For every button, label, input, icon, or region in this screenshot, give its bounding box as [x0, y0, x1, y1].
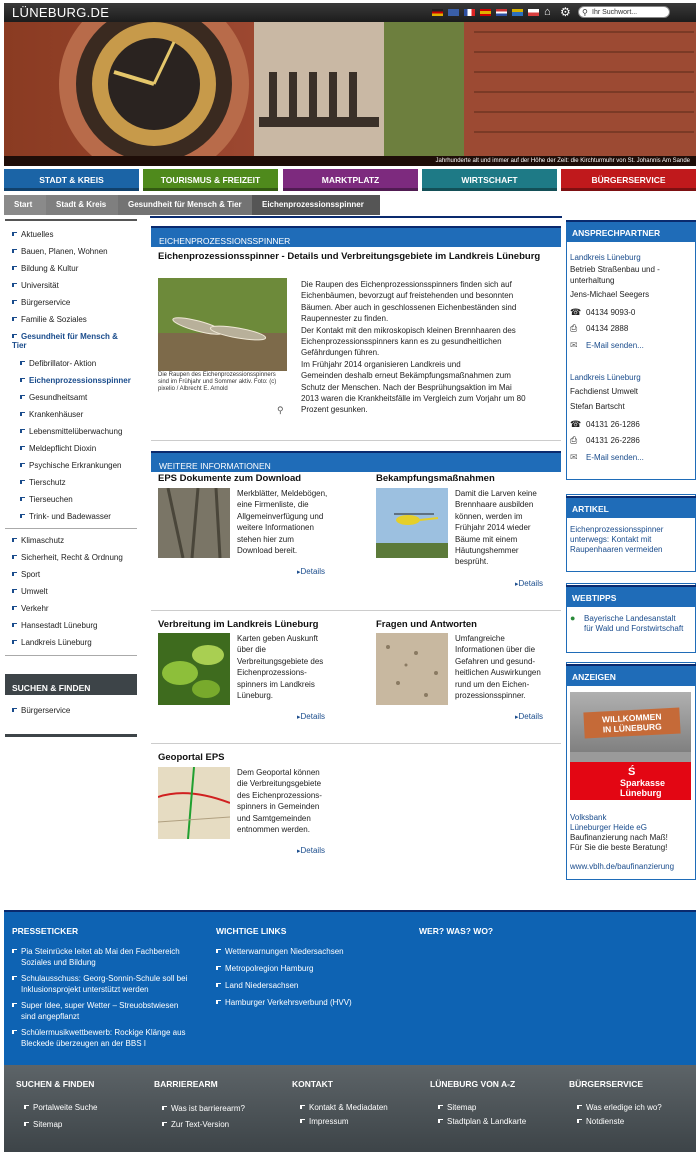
important-link[interactable]: Wetterwarnungen Niedersachsen [216, 947, 344, 958]
card-title-bekaempfung[interactable]: Bekampfungsmaßnahmen [376, 473, 495, 484]
breadcrumb-divider [150, 216, 562, 218]
left-nav-item[interactable]: Sport [12, 570, 40, 579]
intro-line: Der Kontakt mit den mikroskopisch kleinen Brennhaaren des [301, 325, 516, 335]
details-link[interactable]: ▸ Details [297, 712, 325, 721]
card-text-line: Bäume mit einem [455, 534, 518, 544]
content-divider [151, 610, 561, 611]
tab-buergerservice[interactable]: BÜRGERSERVICE [561, 169, 696, 191]
footer-blue [4, 910, 696, 1065]
card-title-fragen[interactable]: Fragen und Antworten [376, 619, 477, 630]
left-nav-subitem[interactable]: Krankenhäuser [20, 410, 83, 419]
card-text-line: heitlichen Auswirkungen [455, 668, 541, 678]
left-nav-subitem[interactable]: Tierschutz [20, 478, 66, 487]
left-nav-subitem[interactable]: Trink- und Badewasser [20, 512, 111, 521]
left-nav-item[interactable]: Landkreis Lüneburg [12, 638, 92, 647]
intro-line: Im Frühjahr 2014 organisieren Landkreis und [301, 359, 461, 369]
banner-caption: Jahrhunderte alt und immer auf der Höhe der Zeit: die Kirchturmuhr von St. Johannis Am Sande [4, 156, 696, 166]
important-link[interactable]: Land Niedersachsen [216, 981, 298, 992]
mail-icon: ✉ [570, 452, 578, 462]
breadcrumb-current: Eichenprozessionsspinner [252, 195, 380, 215]
ticker-line[interactable]: Super Idee, super Wetter – Streuobstwiesen [21, 1001, 179, 1010]
footer-col-title: LÜNEBURG VON A-Z [430, 1079, 516, 1089]
card-text-line: die Verbreitungsgebiete [237, 779, 322, 789]
left-nav-subitem-active[interactable]: Eichenprozessionsspinner [20, 376, 131, 385]
contact2-org[interactable]: Landkreis Lüneburg [570, 373, 641, 382]
card-text-line: Karten geben Auskunft [237, 634, 318, 643]
left-nav-item[interactable]: Bürgerservice [12, 298, 70, 307]
card-text-line: Frühjahr 2014 wieder [455, 523, 531, 533]
footer-gray [4, 1065, 696, 1152]
card-text-line: Allgemeinverfügung und [237, 511, 324, 521]
site-logo[interactable]: LÜNEBURG.DE [12, 5, 110, 20]
ticker-line[interactable]: Soziales und Bildung [21, 957, 96, 967]
contact2-email-link[interactable]: E-Mail senden... [586, 453, 644, 462]
left-search-item[interactable]: Bürgerservice [12, 706, 70, 715]
intro-line: Gemeinden deshalb erneut Bekämpfungsmaßnahmen zum [301, 371, 511, 381]
section-title-weitere: WEITERE INFORMATIONEN [151, 451, 561, 472]
ticker-item[interactable] [12, 1001, 178, 1022]
flag-en-icon[interactable] [448, 9, 459, 16]
map-image[interactable] [158, 767, 230, 839]
flag-es-icon[interactable] [480, 9, 491, 16]
volksbank-url[interactable]: www.vblh.de/baufinanzierung [570, 862, 675, 871]
footer-link[interactable]: Sitemap [24, 1120, 62, 1131]
zoom-icon[interactable]: ⚲ [277, 405, 284, 415]
home-icon[interactable]: ⌂ [544, 6, 551, 18]
intro-line: 2013 waren die Krankheitsfälle im Vergleich zum Vorjahr um 80 [301, 394, 526, 404]
tab-marktplatz[interactable]: MARKTPLATZ [283, 169, 418, 191]
footer-col-title: BÜRGERSERVICE [569, 1079, 643, 1089]
tab-tourismus[interactable]: TOURISMUS & FREIZEIT [143, 169, 278, 191]
article-link-line[interactable]: unterwegs: Kontakt mit [570, 535, 652, 544]
important-link[interactable]: Metropolregion Hamburg [216, 964, 314, 975]
details-link[interactable]: ▸ Details [515, 579, 543, 588]
sparkasse-logo-icon: Ś [628, 766, 636, 778]
mail-icon: ✉ [570, 340, 578, 350]
article-link-line[interactable]: Raupenhaaren vermeiden [570, 545, 663, 554]
ticker-line[interactable]: Schülermusikwettbewerb: Rockige Klänge aus [21, 1028, 186, 1037]
left-nav-subitem[interactable]: Tierseuchen [20, 495, 73, 504]
flag-pl-icon[interactable] [528, 9, 539, 16]
left-nav-subitem[interactable]: Gesundheitsamt [20, 393, 87, 402]
contact1-email-link[interactable]: E-Mail senden... [586, 341, 644, 350]
details-link[interactable]: ▸ Details [515, 712, 543, 721]
card-text [237, 633, 342, 701]
ad-bank-name [620, 778, 665, 798]
intro-line: Raupennester zu finden. [301, 314, 389, 324]
ticker-title: PRESSETICKER [12, 926, 79, 936]
search-find-title: SUCHEN & FINDEN [5, 674, 137, 695]
details-link[interactable]: ▸ Details [297, 846, 325, 855]
flag-nl-icon[interactable] [496, 9, 507, 16]
card-title-verbreitung[interactable]: Verbreitung im Landkreis Lüneburg [158, 619, 319, 630]
globe-icon: ● [570, 613, 576, 623]
ticker-item[interactable] [12, 974, 187, 995]
intro-line: Eichenbäumen, bevorzugt auf freistehenden und besonnten [301, 291, 514, 301]
card-text-line: eine Firmenliste, die [237, 500, 309, 510]
contact2-name: Stefan Bartscht [570, 402, 625, 411]
breadcrumb-stadt-kreis[interactable]: Stadt & Kreis [46, 195, 120, 215]
breadcrumb [4, 195, 696, 215]
oak-leaves-image[interactable] [158, 633, 230, 705]
ticker-item[interactable] [12, 947, 180, 968]
banner-image [4, 22, 696, 156]
article-link-line[interactable]: Eichenprozessionsspinner [570, 525, 664, 534]
left-nav-item[interactable]: Bauen, Planen, Wohnen [12, 247, 108, 256]
left-nav-item[interactable]: Aktuelles [12, 230, 53, 239]
card-text-line: Damit die Larven keine [455, 489, 537, 498]
ticker-item[interactable] [12, 1028, 186, 1049]
ad-mat-text: IN LÜNEBURG [602, 721, 662, 735]
left-nav-item[interactable]: Hansestadt Lüneburg [12, 621, 98, 630]
left-nav-bottom-border [5, 734, 137, 737]
left-nav-item[interactable]: Sicherheit, Recht & Ordnung [12, 553, 123, 562]
card-text-line: Brennhaare ausbilden [455, 500, 534, 510]
left-nav-divider [5, 528, 137, 529]
card-text-line: stehen hier zum [237, 534, 294, 544]
article-title: ARTIKEL [566, 496, 696, 518]
card-text [455, 633, 560, 701]
ticker-line[interactable]: Pia Steinrücke leitet ab Mai den Fachbereich [21, 947, 180, 956]
intro-text [301, 279, 559, 416]
card-title-eps-dokumente[interactable]: EPS Dokumente zum Download [158, 473, 302, 484]
intro-line: Gefährdungen führen. [301, 348, 380, 358]
search-placeholder: Ihr Suchwort... [592, 9, 638, 16]
card-text [237, 488, 342, 556]
links-title: WICHTIGE LINKS [216, 926, 287, 936]
left-nav-item[interactable]: Universität [12, 281, 59, 290]
card-text-line: Merkblätter, Meldebögen, [237, 489, 328, 498]
card-text-line: entnommen werden. [237, 825, 310, 835]
tab-wirtschaft[interactable]: WIRTSCHAFT [422, 169, 557, 191]
intro-line: Eichenprozessionsspinners kann es zu gesundheitlichen [301, 337, 502, 347]
ad-doormat [583, 708, 680, 739]
contact2-fax: 04131 26-2286 [586, 436, 640, 445]
ad-bank-line: Sparkasse [620, 778, 666, 788]
card-text-line: und Samtgemeinden [237, 813, 311, 823]
left-nav-subitem[interactable]: Defibrillator- Aktion [20, 359, 96, 368]
flag-se-icon[interactable] [512, 9, 523, 16]
card-text [237, 767, 342, 835]
ads-title: ANZEIGEN [566, 664, 696, 686]
flag-de-icon[interactable] [432, 9, 443, 16]
volksbank-text: Baufinanzierung nach Maß! [570, 833, 668, 842]
search-icon: ⚲ [582, 8, 588, 17]
card-text-line: spinners in Gemeinden [237, 802, 320, 812]
footer-link[interactable]: Was erledige ich wo? [577, 1103, 662, 1114]
footer-link[interactable]: Portalweite Suche [24, 1103, 97, 1114]
contact1-phone: 04134 9093-0 [586, 308, 636, 317]
left-nav-item[interactable]: Bildung & Kultur [12, 264, 78, 273]
phone-icon: ☎ [570, 419, 582, 429]
footer-link[interactable]: Kontakt & Mediadaten [300, 1103, 388, 1114]
footer-link[interactable]: Impressum [300, 1117, 349, 1128]
phone-icon: ☎ [570, 307, 582, 317]
intro-line: Prozent gesunken. [301, 405, 368, 415]
card-text-line: Dem Geoportal können [237, 768, 320, 777]
card-text-line: können, werden im [455, 511, 523, 521]
article-title: Eichenprozessionsspinner - Details und Verbreitungsgebiete im Landkreis Lüneburg [158, 251, 541, 262]
contact1-dept: unterhaltung [570, 276, 615, 285]
contact-title: ANSPRECHPARTNER [566, 220, 696, 242]
footer-link[interactable]: Notdienste [577, 1117, 624, 1128]
card-text-line: Lüneburg. [237, 691, 274, 701]
footer-link[interactable]: Zur Text-Version [162, 1120, 229, 1131]
ad-bank-line: Lüneburg [620, 788, 662, 798]
sand-image[interactable] [376, 633, 448, 705]
important-link[interactable]: Hamburger Verkehrsverbund (HVV) [216, 998, 352, 1009]
top-bar [4, 3, 696, 22]
contact2-phone: 04131 26-1286 [586, 420, 640, 429]
footer-col-title: SUCHEN & FINDEN [16, 1079, 95, 1089]
content-divider [151, 743, 561, 744]
ticker-line[interactable]: Inklusionsprojekt unterstützt werden [21, 984, 149, 994]
ticker-line[interactable]: Bleckede überzeugen an der BBS I [21, 1038, 146, 1048]
search-input[interactable] [578, 6, 670, 18]
card-text-line: Download bereit. [237, 546, 298, 556]
contact2-dept: Fachdienst Umwelt [570, 387, 639, 396]
card-text-line: über die [237, 645, 266, 655]
left-nav-item[interactable]: Verkehr [12, 604, 49, 613]
volksbank-text: Für Sie die beste Beratung! [570, 843, 668, 852]
fax-icon: ⎙ [570, 323, 578, 333]
header-banner [4, 3, 696, 166]
fax-icon: ⎙ [570, 435, 578, 445]
left-nav-item[interactable]: Familie & Soziales [12, 315, 87, 324]
left-nav-subitem[interactable]: Psychische Erkrankungen [20, 461, 122, 470]
webtips-title: WEBTIPPS [566, 585, 696, 607]
left-nav-item[interactable]: Klimaschutz [12, 536, 64, 545]
card-text-line: weitere Informationen [237, 523, 314, 533]
volksbank-name[interactable]: Lüneburger Heide eG [570, 823, 647, 832]
ticker-line[interactable]: sind angepflanzt [21, 1011, 80, 1021]
bark-image[interactable] [158, 488, 230, 558]
contact1-name: Jens-Michael Seegers [570, 290, 650, 299]
left-nav-subitem[interactable]: Meldepflicht Dioxin [20, 444, 96, 453]
card-text-line: Informationen über die [455, 645, 536, 655]
helicopter-image[interactable] [376, 488, 448, 558]
ad-mat-text: WILLKOMMEN [601, 711, 662, 725]
intro-line: Bäumen. Aber auch in geschlossenen Eichenbeständen sind [301, 302, 517, 312]
caterpillar-image[interactable] [158, 278, 287, 371]
left-nav-divider [5, 655, 137, 656]
card-text-line: rund um den Eichen- [455, 679, 530, 689]
card-text-line: besprüht. [455, 557, 489, 567]
sparkasse-ad[interactable] [570, 692, 691, 800]
card-text-line: Eichenprozessions- [237, 668, 307, 678]
left-nav-active-parent[interactable]: Gesundheit für Mensch & Tier [12, 332, 127, 350]
tab-stadt-kreis[interactable]: STADT & KREIS [4, 169, 139, 191]
card-text-line: prozessionsspinner. [455, 691, 526, 701]
volksbank-name[interactable]: Volksbank [570, 813, 607, 822]
breadcrumb-gesundheit[interactable]: Gesundheit für Mensch & Tier [118, 195, 254, 215]
ticker-line[interactable]: Schulausschuss: Georg-Sonnin-Schule soll bei [21, 974, 188, 983]
section-title-eps: EICHENPROZESSIONSSPINNER [151, 226, 561, 247]
flag-fr-icon[interactable] [464, 9, 475, 16]
card-text-line: Gefahren und gesund- [455, 656, 536, 666]
card-text-line: Häutungshemmer [455, 546, 519, 556]
footer-col-title: BARRIEREARM [154, 1079, 218, 1089]
contact1-dept: Betrieb Straßenbau und - [570, 265, 660, 274]
left-nav-item[interactable]: Umwelt [12, 587, 48, 596]
content-divider [151, 440, 561, 441]
footer-link[interactable]: Sitemap [438, 1103, 476, 1114]
footer-link[interactable]: Was ist barrierearm? [162, 1104, 245, 1115]
card-text-line: Umfangreiche [455, 634, 505, 643]
footer-col-title: KONTAKT [292, 1079, 333, 1089]
webtip-link[interactable]: Bayerische Landesanstalt [584, 614, 676, 623]
webtip-link[interactable]: für Wald und Forstwirtschaft [584, 624, 684, 633]
card-text [455, 488, 560, 568]
card-text-line: Verbreitungsgebiete des [237, 656, 324, 666]
contact1-fax: 04134 2888 [586, 324, 629, 333]
image-caption: Die Raupen des Eichenprozessionsspinners sind im Frühjahr und Sommer aktiv. Foto: (c) pixelio / Albrecht E. Arnold [158, 372, 277, 392]
intro-line: Schutz der Menschen. Nach der Besprühungsaktion im Mai [301, 382, 512, 392]
who-what-where-title: WER? WAS? WO? [419, 926, 494, 936]
card-title-geoportal[interactable]: Geoportal EPS [158, 752, 225, 763]
left-nav-top-border [5, 219, 137, 221]
card-text-line: spinners im Landkreis [237, 679, 315, 689]
breadcrumb-start[interactable]: Start [4, 195, 48, 215]
footer-link[interactable]: Stadtplan & Landkarte [438, 1117, 526, 1128]
gear-icon[interactable]: ⚙ [560, 5, 571, 19]
contact1-org[interactable]: Landkreis Lüneburg [570, 253, 641, 262]
intro-line: Die Raupen des Eichenprozessionsspinners finden sich auf [301, 280, 512, 289]
details-link[interactable]: ▸ Details [297, 567, 325, 576]
left-nav-subitem[interactable]: Lebensmittelüberwachung [20, 427, 122, 436]
card-text-line: des Eichenprozessions- [237, 790, 322, 800]
